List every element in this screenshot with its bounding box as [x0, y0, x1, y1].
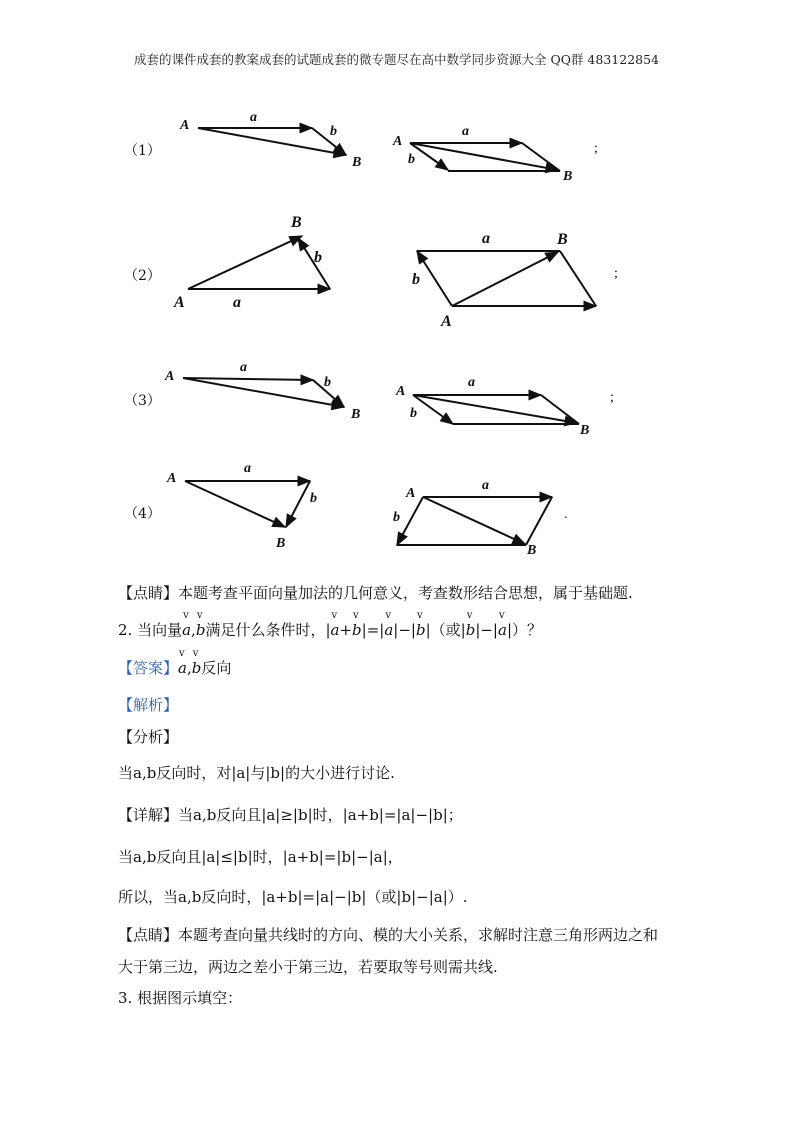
fenxi-heading: 【分析】 — [118, 728, 179, 746]
fig4-right-vector-b — [397, 497, 423, 545]
page-header: 成套的课件成套的教案成套的试题成套的微专题尽在高中数学同步资源大全 QQ群 483122854 — [133, 52, 660, 67]
fig4-right-side-1 — [526, 497, 552, 545]
fig1-left-label-A: A — [180, 118, 190, 133]
answer-line: 【答案】v a,v b反向 — [118, 657, 231, 678]
detail-line-2: 当a,b反向且|a|≤|b|时，|a+b|=|b|−|a|， — [118, 848, 403, 866]
fig1-right-label-b: b — [408, 152, 415, 167]
fig2-left-label-a: a — [233, 294, 241, 311]
fig2-right-label-a: a — [482, 230, 490, 247]
answer-text: 反向 — [201, 659, 232, 677]
fig3-left-label-B: B — [351, 407, 361, 422]
q2-prefix: 2. 当向量 — [118, 621, 183, 639]
fig2-left-label-A: A — [174, 294, 185, 311]
dianjing-note-1: 【点睛】本题考查平面向量加法的几何意义，考查数形结合思想，属于基础题. — [118, 584, 633, 602]
fig3-right-label-b: b — [410, 406, 417, 421]
fig3-right-label-A: A — [396, 384, 406, 399]
fig2-left-sum — [188, 236, 302, 289]
fig3-left-label-b: b — [324, 375, 331, 390]
fig2-right-label-A: A — [441, 313, 452, 330]
fig2-left-label-B: B — [291, 214, 302, 231]
fig1-left-label-a: a — [250, 110, 257, 125]
question-3: 3. 根据图示填空： — [118, 989, 243, 1007]
fig2-right-label-b: b — [412, 271, 420, 288]
fig4-left-vector-b — [286, 481, 310, 527]
fig2-right-side-2 — [560, 251, 596, 306]
answer-label: 【答案】 — [118, 659, 179, 677]
fig4-left-label-b: b — [310, 491, 317, 506]
fig2-left-label-b: b — [314, 249, 322, 266]
fig1-right-label-A: A — [393, 134, 403, 149]
fig4-right-label-B: B — [527, 543, 537, 558]
fig3-right-label-B: B — [580, 423, 590, 438]
question-2: 2. 当向量v a,v b满足什么条件时，|v a+v b|=|v a|−|v b|（或|v b|−|v a|）？ — [118, 619, 542, 640]
fig3-right-sum — [413, 395, 577, 423]
fig1-separator: ; — [594, 141, 598, 156]
fig3-left-sum — [183, 378, 344, 407]
fig1-left-label-b: b — [330, 124, 337, 139]
analysis-text: 当a,b反向时，对|a|与|b|的大小进行讨论. — [118, 764, 395, 782]
fig1-left-label-B: B — [352, 155, 362, 170]
q2-suffix: ？ — [527, 621, 543, 639]
fig3-right-label-a: a — [468, 375, 475, 390]
detail-line-1: 【详解】当a,b反向且|a|≥|b|时，|a+b|=|a|−|b|； — [118, 806, 463, 824]
fig2-right-sum — [452, 252, 558, 306]
q2-mid: 满足什么条件时， — [205, 621, 326, 639]
figure-label-3: （3） — [124, 393, 161, 409]
fig2-right-vector-b — [417, 251, 452, 306]
fig1-right-sum — [410, 143, 558, 170]
dianjing-note-2-line2: 大于第三边，两边之差小于第三边，若要取等号则需共线. — [118, 958, 498, 976]
figure-label-1: （1） — [124, 143, 161, 159]
fig4-left-label-A: A — [167, 471, 177, 486]
fig4-right-label-A: A — [406, 486, 416, 501]
fig1-right-label-B: B — [563, 169, 573, 184]
fig2-right-label-B: B — [557, 231, 568, 248]
fig1-left-sum — [198, 128, 346, 155]
fig1-right-label-a: a — [462, 124, 469, 139]
jiexi-heading: 【解析】 — [118, 696, 179, 714]
figure-label-2: （2） — [124, 268, 161, 284]
dianjing-note-2-line1: 【点睛】本题考查向量共线时的方向、模的大小关系，求解时注意三角形两边之和 — [118, 926, 659, 944]
q2-condition: |v a+v b|=|v a|−|v b|（或|v b|−|v a|） — [325, 621, 527, 639]
fig3-left-vector-a — [183, 378, 313, 380]
figure-label-4: （4） — [124, 506, 161, 522]
fig4-right-sum — [423, 497, 525, 544]
fig4-left-label-B: B — [276, 536, 286, 551]
fig4-left-sum — [185, 481, 285, 527]
fig4-right-label-a: a — [482, 478, 489, 493]
fig2-separator: ; — [614, 266, 618, 281]
fig3-separator: ; — [610, 390, 614, 405]
detail-line-3: 所以，当a,b反向时，|a+b|=|a|−|b|（或|b|−|a|）. — [118, 888, 468, 906]
fig4-right-label-b: b — [393, 510, 400, 525]
fig4-separator: . — [564, 507, 568, 522]
fig3-left-label-A: A — [165, 369, 175, 384]
fig3-left-label-a: a — [240, 360, 247, 375]
fig4-left-label-a: a — [244, 461, 251, 476]
